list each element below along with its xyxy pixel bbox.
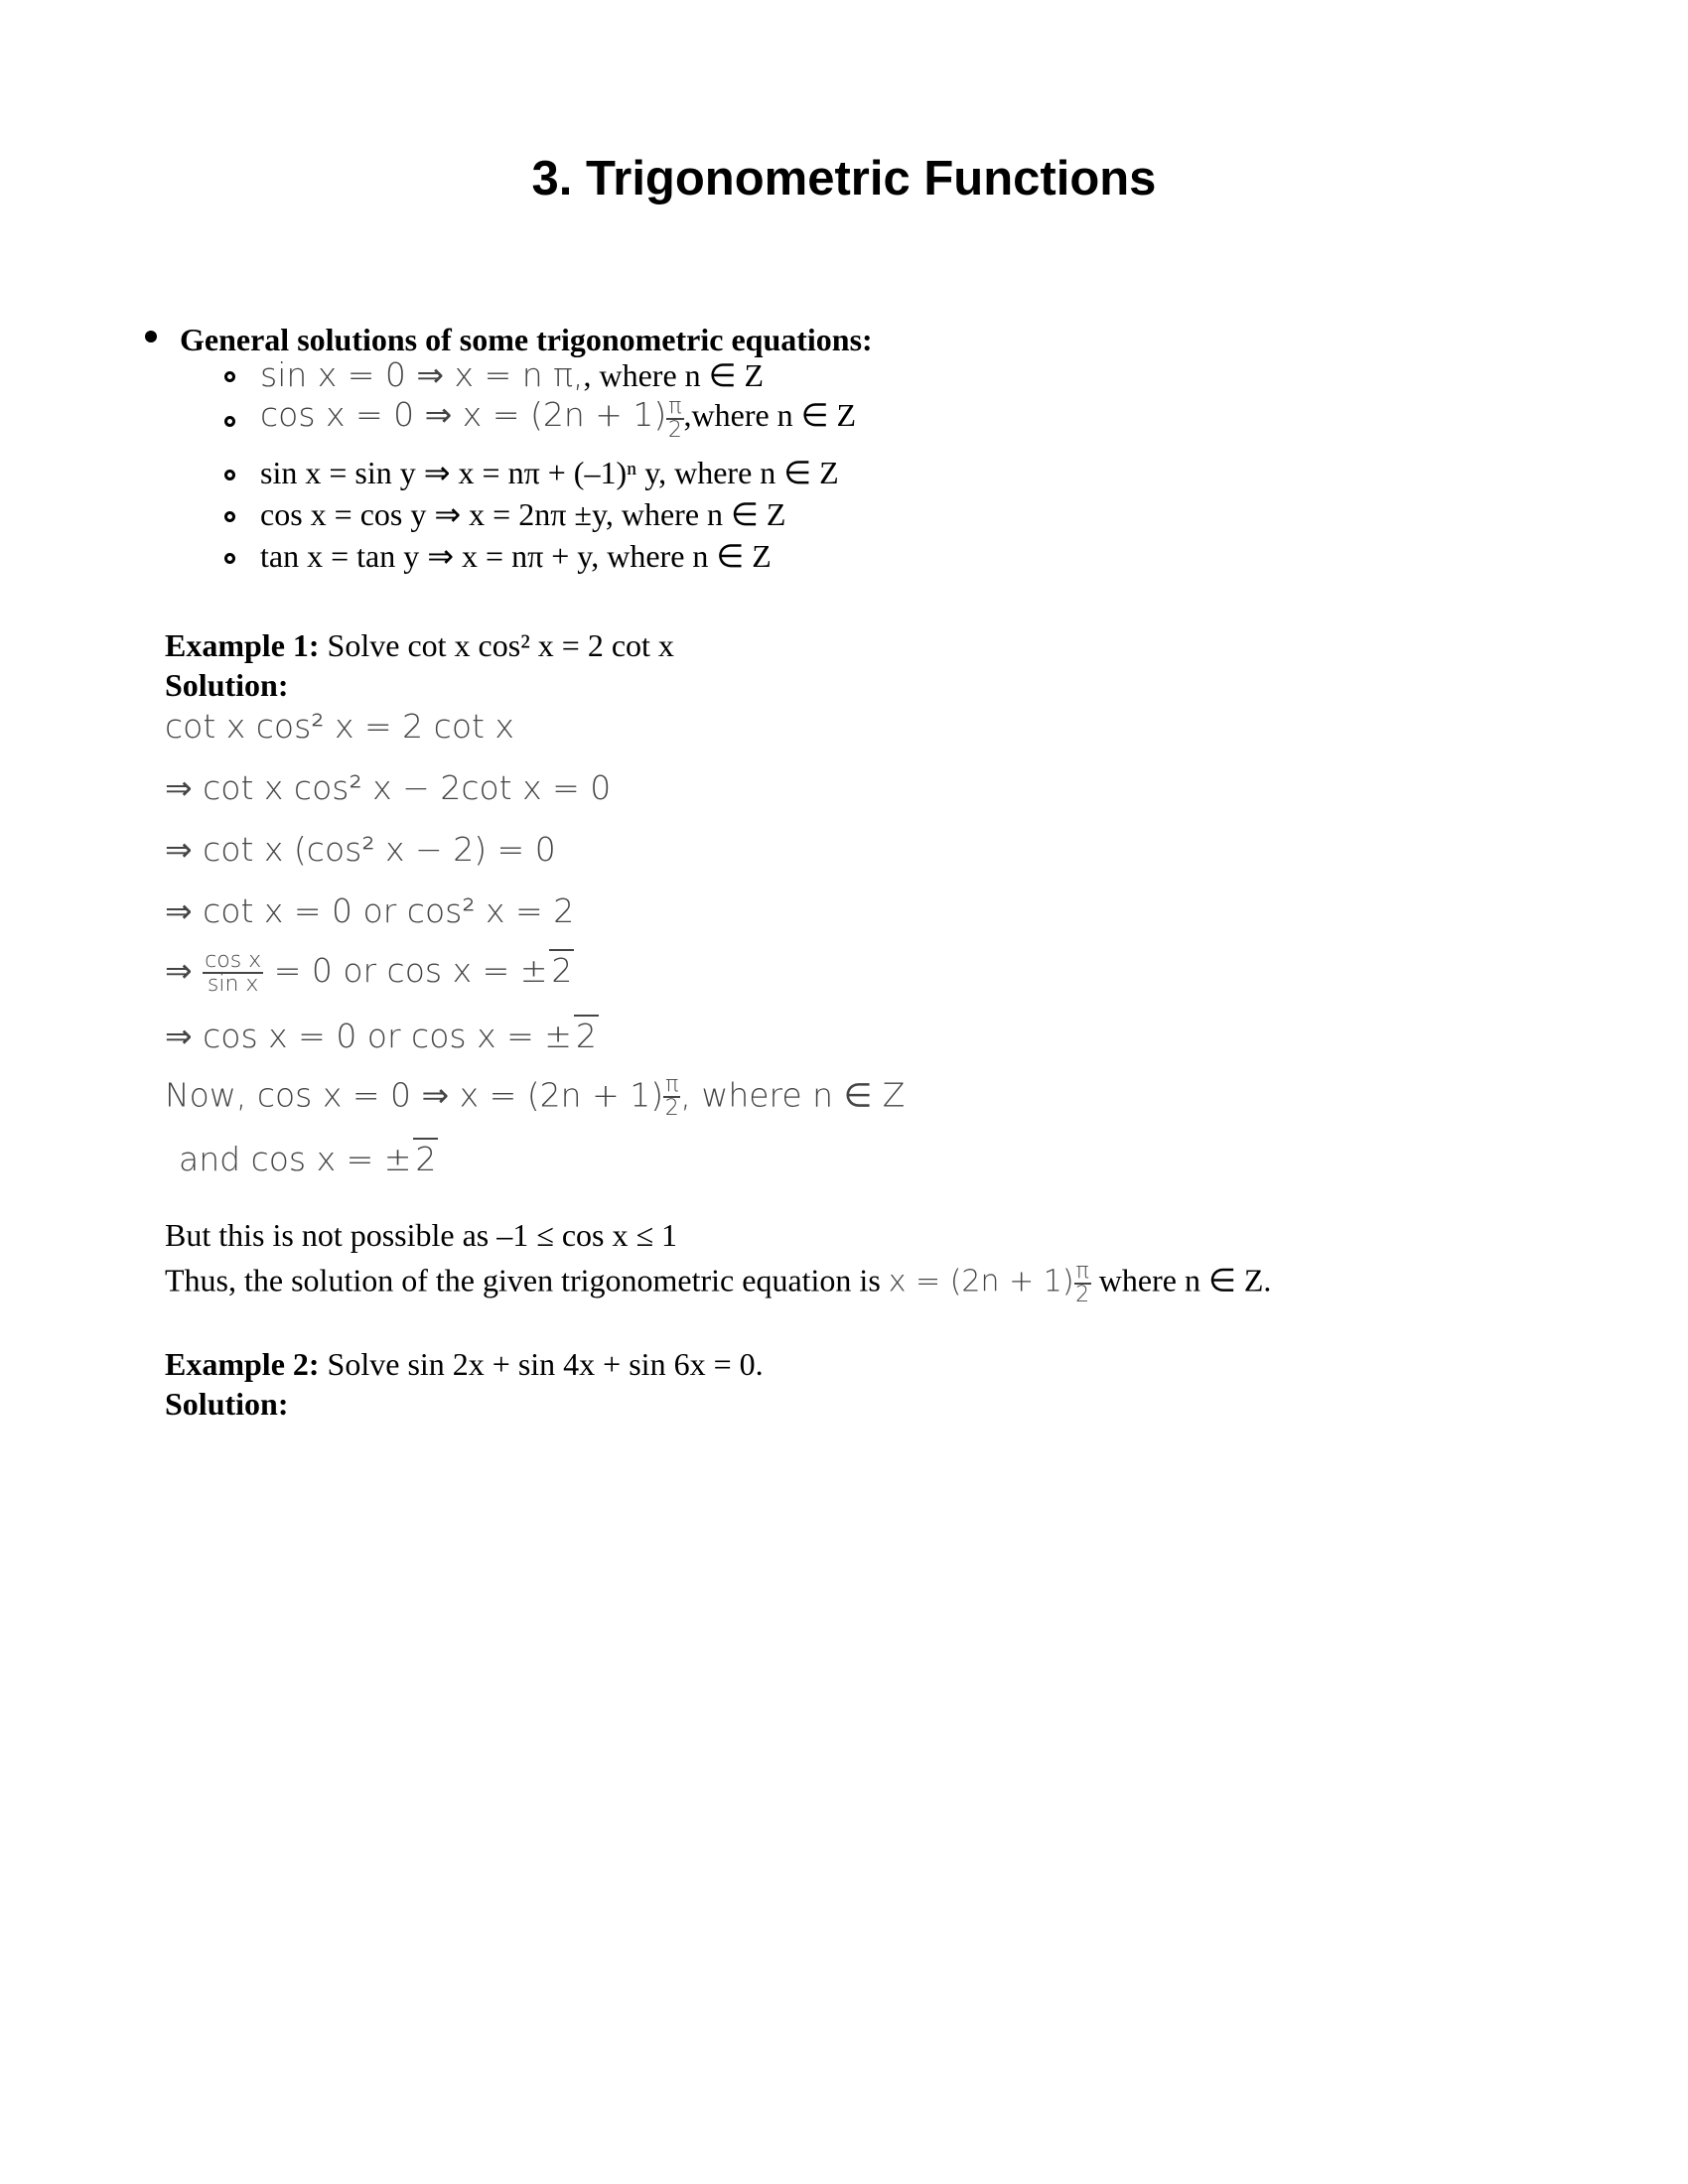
example-2: Example 2: Solve sin 2x + sin 4x + sin 6x = 0. <box>165 1346 764 1382</box>
step-1: cot x cos² x = 2 cot x <box>165 707 514 746</box>
step-7: Now, cos x = 0 ⇒ x = (2n + 1) $\frac{\pi}{2}$ , where n ∈ Z <box>165 1072 906 1121</box>
step-5: ⇒ $\frac{\text{cos x}}{\text{sin x}}$ = 0 or cos x = ± 2 <box>165 947 573 997</box>
sub-bullet-icon <box>224 470 235 480</box>
step-8: and cos x = ± 2 <box>179 1140 437 1178</box>
sub-bullet-icon <box>224 553 235 564</box>
sub-bullet-icon <box>224 416 235 427</box>
sub-bullet-icon <box>224 511 235 522</box>
page-title: 3. Trigonometric Functions <box>531 152 1157 205</box>
conclusion-text: Thus, the solution of the given trigonometric equation is x = (2n + 1) $\frac{\pi}{2}$ where n ∈ Z. <box>165 1259 1272 1307</box>
section-heading: General solutions of some trigonometric equations: <box>180 322 873 357</box>
step-3: ⇒ cot x (cos² x − 2) = 0 <box>165 830 556 869</box>
not-possible-text: But this is not possible as –1 ≤ cos x ≤ 1 <box>165 1217 678 1253</box>
equation-3: sin x = sin y ⇒ x = nπ + (–1)ⁿ y, where n ∈ Z <box>260 455 839 490</box>
step-4: ⇒ cot x = 0 or cos² x = 2 <box>165 891 575 930</box>
solution-label: Solution: <box>165 667 289 703</box>
sub-bullet-icon <box>224 371 235 382</box>
solution-2-label: Solution: <box>165 1386 289 1422</box>
equation-5: tan x = tan y ⇒ x = nπ + y, where n ∈ Z <box>260 538 772 574</box>
equation-2: cos x = 0 ⇒ x = (2n + 1) $\frac{\pi}{2}$ ,where n ∈ Z <box>260 393 857 443</box>
step-2: ⇒ cot x cos² x − 2cot x = 0 <box>165 768 612 807</box>
step-6: ⇒ cos x = 0 or cos x = ± 2 <box>165 1017 597 1055</box>
equation-4: cos x = cos y ⇒ x = 2nπ ±y, where n ∈ Z <box>260 496 786 532</box>
example-1: Example 1: Solve cot x cos² x = 2 cot x <box>165 627 674 663</box>
equation-1: sin x = 0 ⇒ x = n π,, where n ∈ Z <box>260 355 765 394</box>
bullet-icon <box>145 331 157 342</box>
